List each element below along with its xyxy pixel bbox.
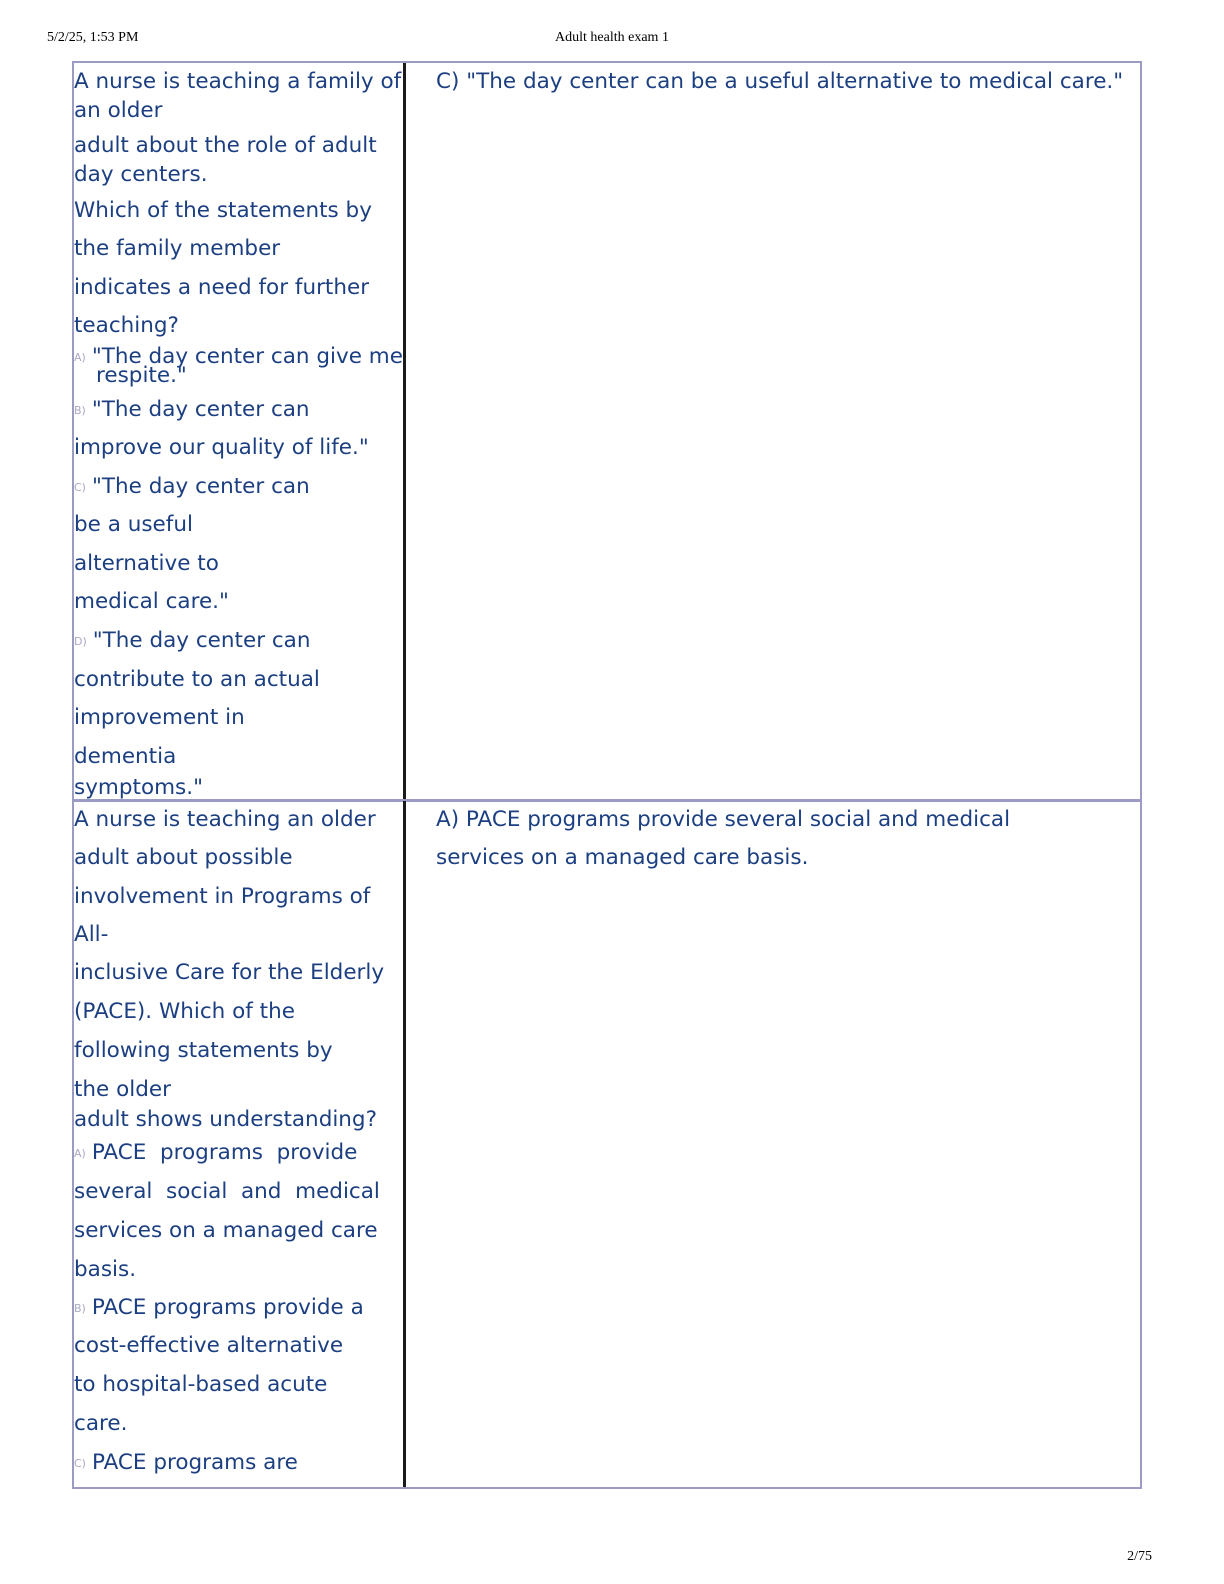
question-cell bbox=[74, 801, 406, 1487]
option-text: "The day center can bbox=[92, 628, 311, 653]
option-text: be a useful bbox=[74, 512, 193, 537]
option-text: improve our quality of life." bbox=[74, 435, 369, 460]
option-text: "The day center can give me bbox=[91, 344, 403, 369]
option-c bbox=[74, 474, 310, 499]
answer-text: services on a managed care basis. bbox=[436, 845, 809, 870]
option-text: "The day center can bbox=[91, 474, 310, 499]
question-line: involvement in Programs of bbox=[74, 884, 371, 909]
option-a bbox=[74, 1140, 357, 1165]
option-letter: B) bbox=[74, 1302, 86, 1315]
question-line: an older bbox=[74, 98, 163, 123]
question-line: All- bbox=[74, 922, 109, 947]
option-text: respite." bbox=[96, 363, 187, 388]
question-line: teaching? bbox=[74, 313, 179, 338]
question-line: day centers. bbox=[74, 162, 208, 187]
option-text: contribute to an actual bbox=[74, 667, 320, 692]
question-line: A nurse is teaching a family of bbox=[74, 69, 402, 94]
option-text: to hospital-based acute bbox=[74, 1372, 328, 1397]
question-line: following statements by bbox=[74, 1038, 333, 1063]
option-text: care. bbox=[74, 1411, 128, 1436]
answer-text: A) PACE programs provide several social and medical bbox=[436, 807, 1011, 832]
question-line: indicates a need for further bbox=[74, 275, 370, 300]
page-number: 2/75 bbox=[1127, 1549, 1152, 1564]
question-line: the family member bbox=[74, 236, 281, 261]
question-line: Which of the statements by bbox=[74, 198, 372, 223]
option-text: "The day center can bbox=[91, 397, 310, 422]
option-text: cost-effective alternative bbox=[74, 1333, 344, 1358]
option-letter: B) bbox=[74, 404, 86, 417]
option-text: several social and medical bbox=[74, 1179, 380, 1204]
option-d bbox=[74, 628, 311, 653]
answer-text: C) "The day center can be a useful alternative to medical care." bbox=[436, 69, 1124, 94]
option-text: improvement in bbox=[74, 705, 245, 730]
option-text: alternative to bbox=[74, 551, 219, 576]
option-letter: A) bbox=[74, 351, 86, 364]
option-c bbox=[74, 1450, 298, 1475]
option-text: PACE programs provide bbox=[91, 1140, 358, 1165]
question-line: the older bbox=[74, 1077, 171, 1102]
option-text: basis. bbox=[74, 1257, 137, 1282]
question-line: inclusive Care for the Elderly bbox=[74, 960, 385, 985]
question-line: A nurse is teaching an older bbox=[74, 807, 376, 832]
option-b bbox=[74, 1295, 364, 1320]
option-text: medical care." bbox=[74, 589, 229, 614]
question-line: adult shows understanding? bbox=[74, 1107, 377, 1132]
document-title: Adult health exam 1 bbox=[555, 30, 669, 45]
option-text: dementia bbox=[74, 744, 177, 769]
flashcard bbox=[72, 61, 1142, 802]
option-letter: C) bbox=[74, 481, 86, 494]
option-text: symptoms." bbox=[74, 775, 203, 800]
flashcard bbox=[72, 799, 1142, 1489]
option-letter: A) bbox=[74, 1147, 86, 1160]
option-text: services on a managed care bbox=[74, 1218, 378, 1243]
option-letter: C) bbox=[74, 1457, 86, 1470]
option-b bbox=[74, 397, 310, 422]
question-cell bbox=[74, 63, 406, 800]
question-line: adult about the role of adult bbox=[74, 133, 377, 158]
question-line: (PACE). Which of the bbox=[74, 999, 295, 1024]
question-line: adult about possible bbox=[74, 845, 293, 870]
option-text: PACE programs are bbox=[91, 1450, 298, 1475]
option-letter: D) bbox=[74, 635, 87, 648]
option-text: PACE programs provide a bbox=[91, 1295, 364, 1320]
print-date: 5/2/25, 1:53 PM bbox=[47, 30, 139, 45]
